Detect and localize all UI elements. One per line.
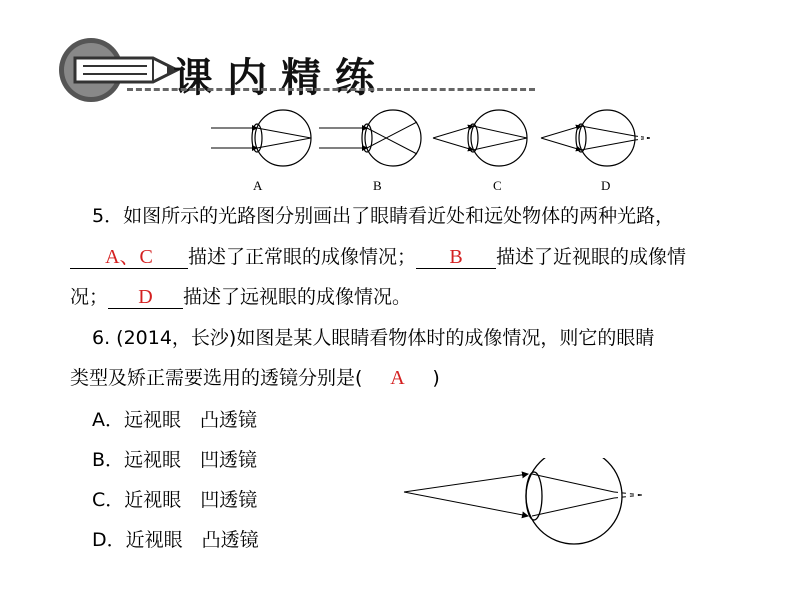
eye-diagram-q6 [402,458,652,558]
label-c: C [493,178,502,193]
q6-option-a: A．远视眼 凸透镜 [92,409,257,431]
section-header [55,30,545,110]
q6-line2 [70,366,440,390]
label-a: A [253,178,263,193]
q6-paren-close: ) [432,367,440,389]
eye-diagram-b [319,110,421,193]
label-d: D [601,178,611,193]
q6-option-c: C．近视眼 凹透镜 [92,489,258,511]
q5-answer-1: A、C [70,246,188,269]
q5-line3 [70,285,411,309]
q6-answer: A [390,367,405,389]
q6-option-b: B．远视眼 凹透镜 [92,449,258,471]
eye-diagram-row [205,108,675,196]
q5-prefix: 况； [70,286,109,308]
eye-diagram-d [541,110,651,193]
q6-stem: 类型及矫正需要选用的透镜分别是( [70,367,363,389]
pencil-icon [55,30,185,110]
q6-option-d: D．近视眼 凸透镜 [92,529,259,551]
eye-diagram-a [211,110,311,193]
divider [127,88,535,91]
q5-line1: 5．如图所示的光路图分别画出了眼睛看近处和远处物体的两种光路， [92,205,675,227]
q5-text3: 描述了远视眼的成像情况。 [183,286,412,308]
q5-text2: 描述了近视眼的成像情 [496,246,687,268]
q5-line2 [70,245,686,269]
label-b: B [373,178,382,193]
eye-diagram-c [433,110,527,193]
q5-answer-3: D [108,286,183,309]
q5-answer-2: B [416,246,496,269]
q6-line1: 6. (2014，长沙)如图是某人眼睛看物体时的成像情况，则它的眼睛 [92,327,655,349]
q5-text1: 描述了正常眼的成像情况； [188,246,417,268]
page-title: 课内精练 [173,55,389,101]
